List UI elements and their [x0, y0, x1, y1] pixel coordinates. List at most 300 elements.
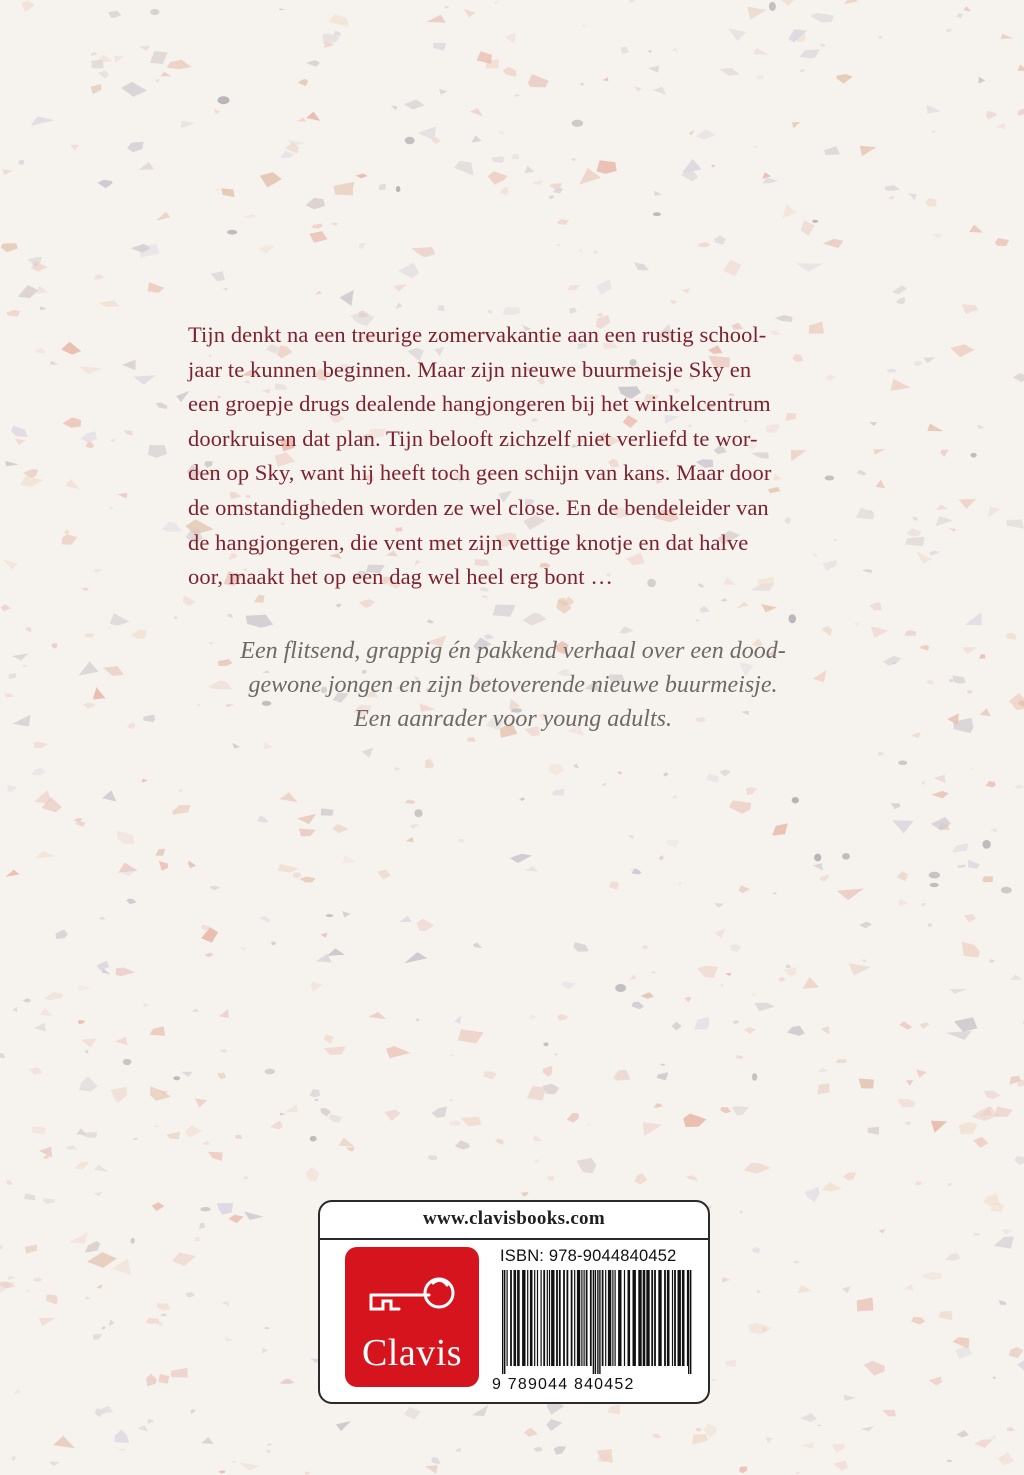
speckle	[297, 814, 316, 824]
speckle	[786, 964, 791, 968]
speckle	[1005, 633, 1016, 640]
speckle	[415, 1018, 419, 1021]
speckle	[986, 111, 996, 120]
speckle	[395, 303, 402, 310]
speckle	[232, 743, 240, 749]
speckle	[962, 647, 977, 655]
speckle	[1010, 975, 1022, 980]
speckle	[557, 219, 570, 224]
speckle	[81, 1038, 97, 1047]
barcode-bar	[502, 1270, 503, 1374]
speckle	[940, 450, 948, 457]
speckle	[81, 431, 97, 442]
speckle	[762, 178, 778, 184]
speckle	[990, 829, 997, 833]
speckle	[449, 1121, 461, 1126]
barcode-bar	[586, 1270, 588, 1366]
speckle	[921, 1272, 942, 1280]
speckle	[386, 1046, 411, 1058]
speckle	[160, 1313, 167, 1316]
speckle	[995, 238, 1009, 246]
speckle	[964, 914, 976, 922]
speckle	[621, 47, 629, 55]
speckle	[862, 960, 866, 963]
speckle	[746, 787, 758, 795]
speckle	[744, 1163, 771, 1174]
speckle	[1006, 519, 1024, 528]
speckle	[950, 989, 969, 994]
speckle	[61, 342, 81, 355]
speckle	[929, 872, 940, 879]
speckle	[728, 28, 747, 41]
speckle	[461, 1117, 482, 1127]
speckle	[672, 48, 678, 51]
speckle	[427, 15, 446, 23]
speckle	[714, 903, 725, 908]
speckle	[23, 998, 31, 1002]
speckle	[756, 75, 764, 79]
speckle	[986, 781, 997, 787]
speckle	[844, 1395, 857, 1401]
speckle	[124, 430, 133, 436]
speckle	[412, 247, 436, 257]
speckle	[62, 534, 78, 545]
speckle	[108, 627, 112, 630]
speckle	[787, 1026, 805, 1036]
speckle	[899, 1021, 912, 1029]
barcode-bar	[527, 1270, 528, 1366]
speckle	[405, 137, 415, 144]
speckle	[744, 1027, 756, 1034]
speckle	[936, 516, 954, 526]
speckle	[131, 629, 147, 638]
speckle	[15, 439, 26, 445]
speckle	[982, 876, 993, 882]
speckle	[552, 789, 565, 796]
speckle	[311, 224, 323, 229]
speckle	[150, 9, 159, 15]
speckle	[820, 44, 826, 48]
speckle	[769, 2, 776, 11]
speckle	[934, 775, 946, 783]
speckle	[199, 1223, 205, 1230]
speckle	[577, 1158, 597, 1174]
speckle	[692, 1434, 707, 1444]
speckle	[974, 1439, 993, 1448]
speckle	[327, 948, 345, 956]
barcode-bar	[624, 1270, 625, 1366]
speckle	[974, 1233, 980, 1235]
speckle	[192, 1009, 199, 1012]
speckle	[154, 1125, 159, 1128]
speckle	[857, 470, 867, 475]
speckle	[947, 1183, 953, 1186]
speckle	[432, 1106, 447, 1118]
speckle	[897, 871, 909, 881]
speckle	[628, 835, 634, 839]
barcode-bar	[608, 1270, 611, 1366]
speckle	[85, 1296, 91, 1299]
barcode-bar	[574, 1270, 575, 1366]
speckle	[11, 426, 28, 437]
speckle	[78, 985, 91, 991]
speckle	[185, 1292, 195, 1298]
speckle	[178, 789, 183, 792]
speckle	[801, 220, 815, 236]
speckle	[568, 285, 579, 291]
speckle	[869, 602, 882, 611]
speckle	[83, 703, 96, 709]
speckle	[470, 108, 483, 116]
speckle	[632, 868, 642, 874]
speckle	[748, 1323, 772, 1335]
speckle	[427, 619, 435, 623]
speckle	[554, 1446, 566, 1454]
speckle	[166, 1132, 180, 1139]
speckle	[952, 676, 966, 684]
speckle	[29, 1067, 42, 1075]
barcode-bar	[654, 1270, 656, 1366]
speckle	[254, 595, 265, 603]
speckle	[150, 51, 168, 64]
speckle	[326, 914, 333, 917]
speckle	[927, 424, 943, 432]
speckle	[725, 973, 731, 976]
speckle	[527, 1086, 546, 1101]
speckle	[947, 713, 959, 725]
speckle	[721, 984, 724, 987]
speckle	[159, 861, 168, 871]
speckle	[64, 530, 70, 535]
speckle	[201, 927, 218, 942]
speckle	[262, 1347, 268, 1354]
speckle	[6, 870, 20, 877]
speckle	[720, 1107, 731, 1113]
speckle	[24, 1194, 35, 1201]
speckle	[35, 790, 52, 803]
speckle	[915, 1182, 922, 1186]
speckle	[306, 60, 320, 67]
speckle	[800, 1413, 817, 1422]
speckle	[130, 1238, 134, 1244]
speckle	[577, 247, 583, 254]
speckle	[167, 60, 192, 70]
speckle	[878, 752, 884, 756]
speckle	[503, 307, 520, 315]
speckle	[339, 1138, 355, 1147]
clavis-logo	[345, 1247, 479, 1387]
speckle	[549, 764, 564, 775]
speckle	[467, 737, 476, 741]
speckle	[433, 43, 446, 51]
speckle	[755, 1003, 775, 1012]
speckle	[71, 145, 80, 151]
speckle	[1013, 373, 1024, 382]
speckle	[861, 1426, 874, 1431]
speckle	[905, 1121, 912, 1125]
speckle	[95, 274, 105, 279]
speckle	[405, 799, 415, 804]
speckle	[607, 1405, 620, 1415]
speckle	[948, 528, 956, 531]
speckle	[91, 52, 98, 56]
speckle	[883, 656, 901, 666]
speckle	[110, 613, 130, 625]
speckle	[797, 264, 824, 272]
speckle	[93, 687, 106, 699]
speckle	[722, 1277, 731, 1283]
speckle	[711, 1379, 716, 1382]
speckle	[793, 1260, 800, 1263]
speckle	[952, 843, 968, 852]
speckle	[391, 106, 398, 111]
speckle	[992, 1377, 997, 1379]
speckle	[281, 151, 295, 158]
speckle	[343, 855, 356, 864]
speckle	[93, 569, 103, 573]
speckle	[679, 882, 682, 884]
speckle	[977, 425, 985, 429]
speckle	[601, 783, 606, 787]
barcode-bar	[537, 1270, 538, 1366]
speckle	[896, 297, 906, 305]
speckle	[306, 112, 320, 121]
speckle	[897, 1099, 915, 1107]
speckle	[732, 1106, 749, 1116]
speckle	[305, 1471, 311, 1475]
speckle	[359, 599, 375, 608]
speckle	[635, 1173, 648, 1185]
speckle	[3, 560, 18, 570]
speckle	[820, 875, 829, 882]
speckle	[257, 815, 269, 823]
speckle	[567, 1113, 579, 1123]
barcode-bar	[612, 1270, 613, 1366]
speckle	[7, 310, 21, 317]
speckle	[342, 911, 350, 918]
barcode-bar	[605, 1270, 606, 1366]
tagline-line-2: gewone jongen en zijn betoverende nieuwe buurmeisje.	[248, 672, 778, 698]
speckle	[127, 142, 143, 153]
speckle	[879, 35, 883, 39]
barcode-bar	[628, 1270, 631, 1366]
speckle	[454, 161, 474, 176]
speckle	[331, 223, 338, 226]
speckle	[766, 1437, 773, 1444]
speckle	[155, 79, 160, 83]
speckle	[63, 417, 82, 427]
speckle	[957, 865, 966, 869]
speckle	[729, 801, 751, 814]
speckle	[542, 1084, 559, 1095]
speckle	[102, 1327, 106, 1330]
speckle	[571, 158, 576, 161]
speckle	[773, 892, 777, 894]
badge-divider	[320, 1238, 708, 1240]
speckle	[473, 943, 483, 948]
speckle	[916, 1069, 927, 1077]
speckle	[505, 32, 516, 43]
speckle	[648, 66, 659, 73]
speckle	[753, 48, 769, 55]
barcode-bar	[667, 1270, 670, 1366]
speckle	[843, 1172, 856, 1180]
speckle	[784, 967, 796, 976]
speckle	[609, 882, 619, 890]
speckle	[932, 131, 937, 133]
speckle	[449, 1099, 453, 1102]
speckle	[200, 1207, 210, 1211]
speckle	[66, 479, 81, 490]
speckle	[686, 1175, 698, 1180]
speckle	[139, 46, 150, 51]
speckle	[510, 854, 532, 863]
speckle	[963, 6, 971, 11]
speckle	[133, 1138, 138, 1140]
speckle	[905, 537, 925, 546]
speckle	[739, 1466, 747, 1473]
speckle	[908, 193, 917, 200]
speckle	[75, 821, 85, 826]
speckle	[36, 286, 48, 294]
speckle	[904, 1284, 914, 1290]
speckle	[111, 439, 115, 443]
speckle	[259, 916, 270, 923]
speckle	[882, 1410, 896, 1417]
speckle	[892, 285, 907, 294]
barcode-bar	[551, 1270, 554, 1366]
speckle	[932, 234, 943, 239]
speckle	[871, 626, 889, 637]
barcode-bar	[547, 1270, 548, 1366]
speckle	[117, 831, 135, 844]
speckle	[458, 1029, 484, 1043]
speckle	[185, 1126, 202, 1138]
blurb-line: een groepje drugs dealende hangjongeren bij het winkelcentrum	[188, 391, 771, 417]
speckle	[984, 1194, 1000, 1206]
speckle	[6, 1180, 13, 1185]
barcode-bar	[633, 1270, 636, 1366]
speckle	[569, 307, 577, 314]
speckle	[183, 595, 196, 606]
speckle	[393, 284, 406, 292]
speckle	[932, 791, 949, 798]
speckle	[857, 1298, 874, 1312]
speckle	[984, 1091, 1001, 1099]
speckle	[235, 1135, 243, 1139]
speckle	[911, 733, 921, 738]
speckle	[854, 622, 860, 626]
speckle	[700, 605, 711, 612]
speckle	[920, 645, 929, 651]
barcode-bar	[571, 1270, 573, 1366]
speckle	[56, 930, 68, 939]
speckle	[945, 1254, 960, 1261]
speckle	[239, 1463, 260, 1471]
barcode-bar	[690, 1270, 691, 1374]
speckle	[181, 1072, 193, 1077]
speckle	[801, 1442, 814, 1449]
barcode-bar	[567, 1270, 569, 1366]
barcode-bar	[584, 1270, 585, 1366]
barcode-bar	[678, 1270, 681, 1366]
speckle	[988, 507, 1001, 518]
speckle	[229, 1215, 244, 1223]
speckle	[799, 69, 805, 72]
speckle	[148, 282, 165, 293]
speckle	[962, 942, 980, 958]
speckle	[321, 808, 334, 815]
speckle	[920, 1022, 930, 1029]
speckle	[12, 653, 28, 660]
speckle	[862, 569, 872, 573]
speckle	[158, 1374, 169, 1384]
barcode-bar	[510, 1270, 512, 1366]
speckle	[404, 100, 425, 110]
speckle	[683, 1114, 706, 1128]
speckle	[49, 361, 58, 365]
speckle	[753, 146, 758, 149]
speckle	[817, 1068, 827, 1073]
speckle	[0, 1053, 5, 1059]
speckle	[783, 204, 797, 218]
speckle	[879, 1229, 886, 1233]
barcode-bar	[651, 1270, 653, 1366]
speckle	[593, 251, 597, 254]
speckle	[814, 854, 821, 862]
speckle	[641, 992, 654, 999]
speckle	[730, 944, 741, 952]
speckle	[529, 1015, 537, 1020]
isbn-label: ISBN: 978-9044840452	[500, 1247, 677, 1265]
speckle	[803, 977, 820, 989]
speckle	[31, 116, 55, 126]
speckle	[653, 1103, 663, 1108]
speckle	[39, 1008, 53, 1016]
blurb-line: doorkruisen dat plan. Tijn belooft zichzelf niet verliefd te wor-	[188, 425, 758, 451]
speckle	[221, 1301, 229, 1306]
speckle	[795, 1472, 800, 1474]
speckle	[891, 803, 901, 809]
speckle	[979, 654, 985, 659]
speckle	[394, 767, 401, 770]
speckle	[271, 942, 276, 946]
speckle	[706, 774, 719, 782]
barcode-bar	[522, 1270, 525, 1366]
speckle	[143, 715, 155, 723]
speckle	[87, 1252, 117, 1268]
speckle	[603, 77, 609, 81]
speckle	[5, 461, 18, 466]
speckle	[454, 1015, 461, 1023]
barcode-bar	[602, 1270, 604, 1366]
speckle	[812, 220, 818, 223]
speckle	[127, 899, 137, 905]
speckle	[653, 87, 667, 95]
speckle	[956, 1430, 969, 1437]
speckle	[898, 761, 907, 766]
blurb-line: jaar te kunnen beginnen. Maar zijn nieuwe buurmeisje Sky en	[188, 356, 752, 382]
speckle	[971, 1106, 998, 1121]
barcode-bar	[549, 1270, 550, 1366]
speckle	[547, 1176, 554, 1181]
barcode-bar	[507, 1270, 508, 1366]
speckle	[356, 174, 368, 179]
speckle	[156, 1303, 170, 1311]
speckle	[642, 946, 648, 950]
speckle	[1, 604, 12, 611]
speckle	[74, 1162, 89, 1170]
